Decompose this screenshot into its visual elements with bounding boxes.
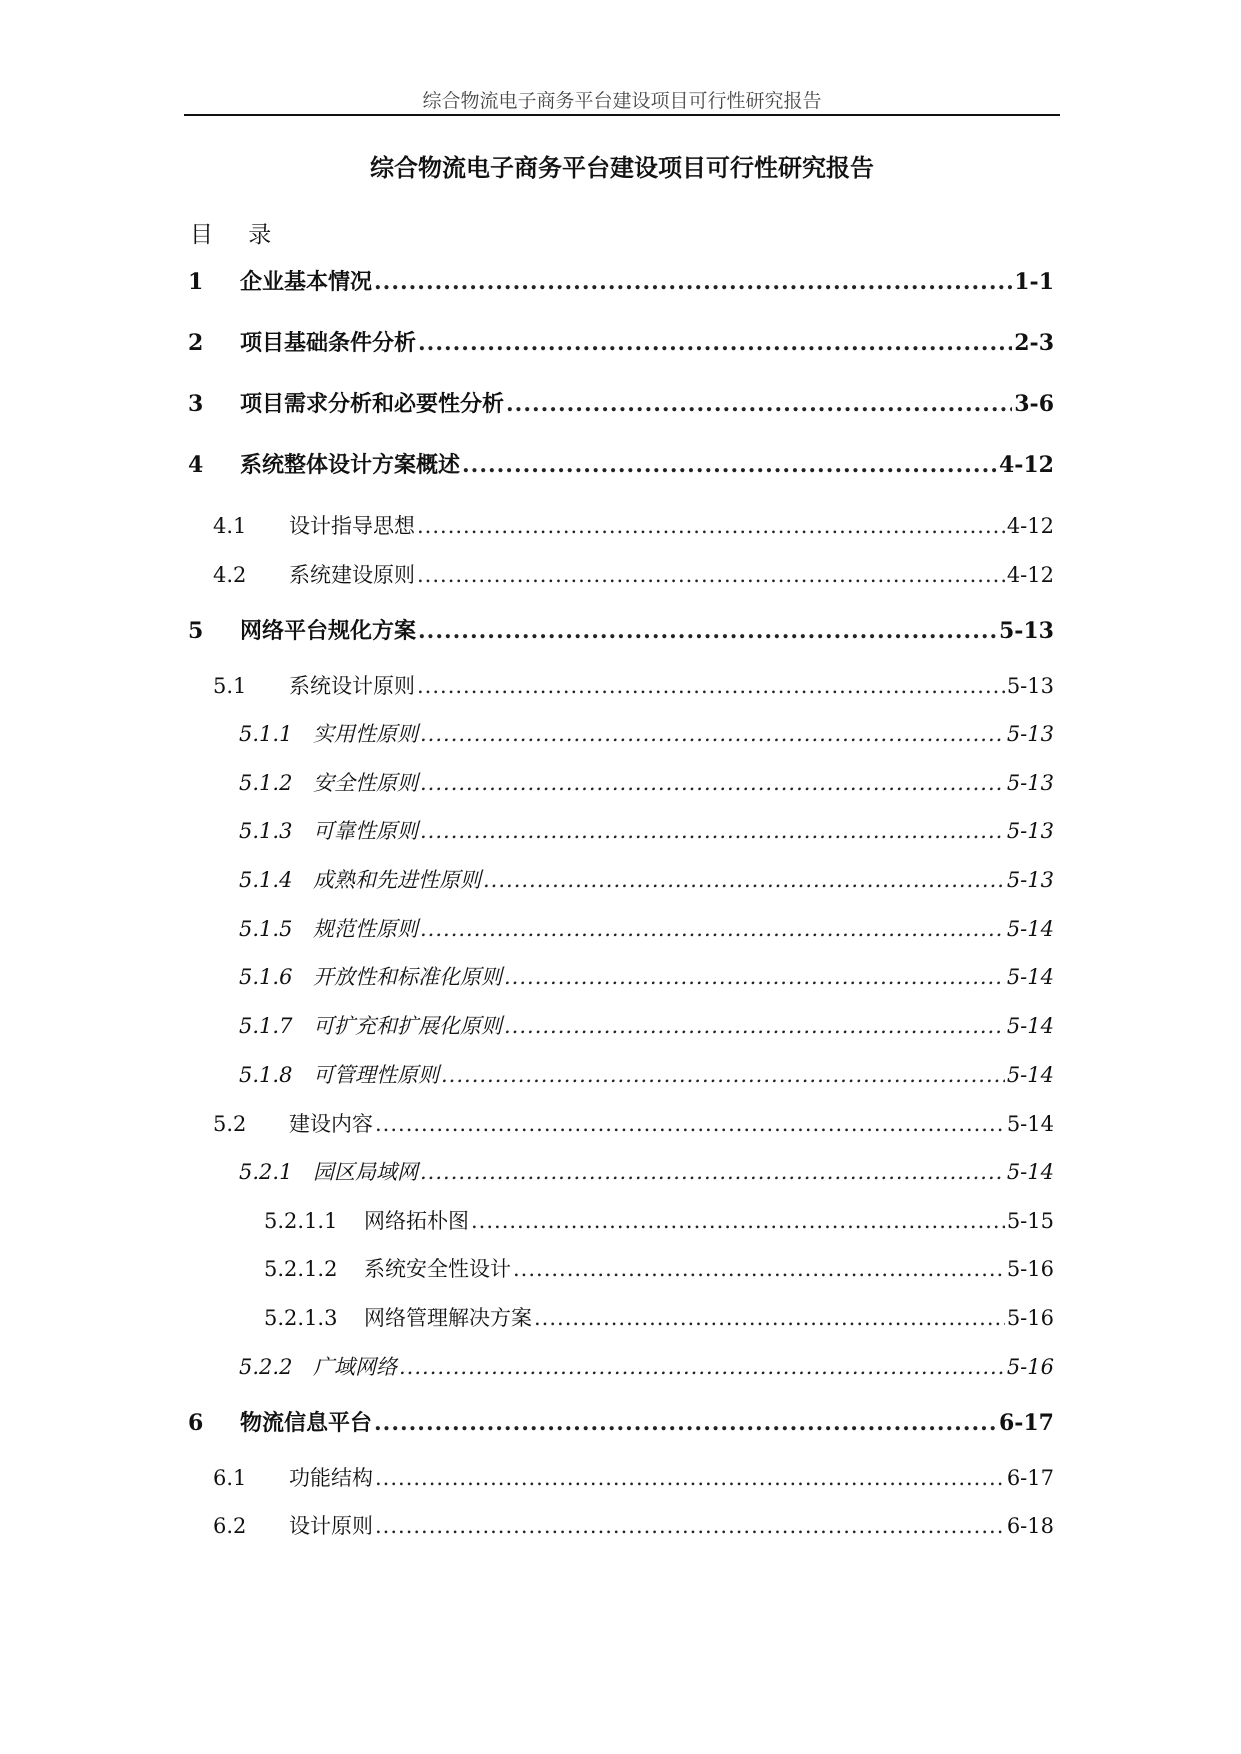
toc-leader-dots [375, 1458, 1005, 1498]
toc-entry[interactable] [188, 506, 1054, 555]
toc-entry[interactable] [188, 445, 1054, 506]
toc-entry[interactable] [188, 1506, 1054, 1555]
toc-entry-title: 可管理性原则 [313, 1062, 439, 1087]
toc-entry-number: 4.1 [213, 514, 247, 538]
toc-entry-title: 可靠性原则 [313, 819, 418, 844]
toc-entry[interactable] [188, 1403, 1054, 1458]
toc-entry[interactable] [188, 957, 1054, 1006]
toc-leader-dots [506, 384, 1012, 424]
toc-entry-title: 功能结构 [289, 1465, 373, 1490]
toc-entry-title: 开放性和标准化原则 [313, 965, 502, 990]
toc-leader-dots [504, 957, 1005, 997]
toc-entry-page: 5-16 [1006, 1306, 1054, 1331]
toc-entry-page: 5-16 [1006, 1354, 1054, 1379]
toc-entry-number: 3 [188, 391, 204, 417]
toc-entry-page: 5-13 [998, 617, 1054, 644]
toc-entry-title: 实用性原则 [313, 722, 418, 746]
toc-entry-page: 5-15 [1006, 1208, 1054, 1233]
toc-entry-title: 可扩充和扩展化原则 [313, 1014, 502, 1039]
toc-leader-dots [420, 909, 1005, 949]
toc-entry-page: 5-13 [1006, 673, 1054, 698]
toc-entry[interactable] [188, 811, 1054, 860]
toc-leader-dots [418, 323, 1012, 363]
toc-entry-title: 设计指导思想 [289, 514, 415, 538]
toc-entry-page: 5-14 [1006, 1111, 1054, 1136]
toc-entry-number: 6 [188, 1409, 204, 1436]
toc-entry[interactable] [188, 1201, 1054, 1250]
toc-leader-dots [417, 666, 1005, 706]
toc-entry-number: 4 [188, 452, 204, 478]
toc-leader-dots [513, 1249, 1005, 1289]
toc-entry-page: 1-1 [1014, 269, 1054, 295]
toc-entry-title: 网络管理解决方案 [364, 1306, 532, 1331]
toc-leader-dots [375, 1104, 1005, 1144]
toc-entry-title: 系统设计原则 [289, 673, 415, 698]
toc-entry-number: 5.2.2 [239, 1354, 293, 1379]
toc-entry-title: 企业基本情况 [240, 269, 373, 295]
toc-leader-dots [420, 811, 1005, 851]
toc-leader-dots [471, 1201, 1005, 1241]
toc-entry-number: 5 [188, 617, 204, 644]
toc-entry-page: 4-12 [1006, 514, 1054, 538]
running-header: 综合物流电子商务平台建设项目可行性研究报告 [422, 90, 822, 112]
toc-entry-title: 网络平台规化方案 [240, 617, 417, 644]
toc-leader-dots [374, 262, 1012, 302]
toc-leader-dots [534, 1298, 1005, 1338]
toc-entry-page: 6-18 [1006, 1514, 1054, 1539]
toc-entry-title: 网络拓朴图 [364, 1208, 469, 1233]
toc-entry-title: 广域网络 [313, 1354, 397, 1379]
toc-entry-number: 5.2.1.1 [264, 1208, 338, 1233]
toc-entry[interactable] [188, 384, 1054, 445]
toc-entry-page: 3-6 [1014, 391, 1054, 417]
toc-entry-title: 系统建设原则 [289, 562, 415, 587]
toc-entry-page: 4-12 [998, 452, 1054, 478]
toc-entry-title: 物流信息平台 [240, 1409, 373, 1436]
toc-entry[interactable] [188, 1298, 1054, 1347]
toc-leader-dots [483, 860, 1005, 900]
toc-entry-number: 6.1 [213, 1465, 247, 1490]
toc-entry-number: 5.1.1 [239, 722, 293, 746]
toc-leader-dots [504, 1006, 1005, 1046]
toc-entry-number: 5.2 [213, 1111, 247, 1136]
toc-entry[interactable] [188, 1347, 1054, 1403]
toc-entry-title: 系统安全性设计 [364, 1257, 511, 1282]
toc-entry-page: 6-17 [998, 1409, 1054, 1436]
toc-entry-page: 5-14 [1006, 1160, 1054, 1184]
toc-entry-title: 规范性原则 [313, 916, 418, 941]
toc-leader-dots [374, 1403, 997, 1443]
toc-leader-dots [420, 714, 1005, 754]
toc-entry-title: 系统整体设计方案概述 [240, 452, 461, 478]
toc-entry[interactable] [188, 860, 1054, 909]
toc-entry-title: 建设内容 [289, 1111, 373, 1136]
toc-entry-page: 5-14 [1006, 965, 1054, 990]
toc-leader-dots [417, 506, 1005, 546]
toc-entry-page: 5-13 [1006, 819, 1054, 844]
toc-entry-number: 5.1.8 [239, 1062, 293, 1087]
toc-entry-number: 2 [188, 330, 204, 356]
toc-heading: 目 录 [190, 222, 286, 248]
toc-entry[interactable] [188, 714, 1054, 763]
header-rule [184, 114, 1060, 116]
toc-entry-number: 5.1 [213, 673, 247, 698]
toc-leader-dots [399, 1347, 1005, 1387]
toc-entry-number: 6.2 [213, 1514, 247, 1539]
toc-leader-dots [417, 555, 1005, 595]
toc-entry-page: 5-14 [1006, 916, 1054, 941]
toc-entry[interactable] [188, 262, 1054, 323]
toc-entry-title: 安全性原则 [313, 770, 418, 795]
toc-entry-number: 5.1.7 [239, 1014, 293, 1039]
toc-entry[interactable] [188, 323, 1054, 384]
table-of-contents [188, 262, 1054, 1555]
toc-leader-dots [441, 1055, 1005, 1095]
toc-entry-number: 5.2.1.2 [264, 1257, 338, 1282]
toc-entry[interactable] [188, 1458, 1054, 1507]
toc-entry[interactable] [188, 555, 1054, 611]
toc-entry[interactable] [188, 763, 1054, 812]
toc-leader-dots [420, 1152, 1005, 1192]
toc-entry[interactable] [188, 1152, 1054, 1201]
toc-leader-dots [375, 1506, 1005, 1546]
toc-entry-page: 5-13 [1006, 770, 1054, 795]
toc-entry-number: 5.1.6 [239, 965, 293, 990]
toc-entry-number: 1 [188, 269, 204, 295]
toc-entry-page: 5-16 [1006, 1257, 1054, 1282]
toc-entry-page: 4-12 [1006, 562, 1054, 587]
toc-entry[interactable] [188, 1006, 1054, 1055]
toc-entry-title: 园区局域网 [313, 1160, 418, 1184]
toc-entry-page: 5-14 [1006, 1062, 1054, 1087]
toc-entry-number: 5.1.2 [239, 770, 293, 795]
toc-entry-page: 2-3 [1014, 330, 1054, 356]
toc-entry[interactable] [188, 1249, 1054, 1298]
toc-entry-page: 5-13 [1006, 722, 1054, 746]
toc-entry-page: 6-17 [1006, 1465, 1054, 1490]
toc-entry[interactable] [188, 1104, 1054, 1153]
toc-leader-dots [420, 763, 1005, 803]
toc-entry[interactable] [188, 909, 1054, 958]
toc-entry-title: 项目需求分析和必要性分析 [240, 391, 505, 417]
toc-entry[interactable] [188, 666, 1054, 715]
toc-entry-number: 4.2 [213, 562, 247, 587]
toc-entry-title: 设计原则 [289, 1514, 373, 1539]
toc-entry-page: 5-13 [1006, 868, 1054, 893]
toc-leader-dots [462, 445, 997, 485]
toc-entry-title: 成熟和先进性原则 [313, 868, 481, 893]
toc-entry-number: 5.1.4 [239, 868, 293, 893]
toc-entry-page: 5-14 [1006, 1014, 1054, 1039]
document-title: 综合物流电子商务平台建设项目可行性研究报告 [370, 153, 874, 182]
toc-entry[interactable] [188, 1055, 1054, 1104]
toc-entry-number: 5.2.1 [239, 1160, 293, 1184]
toc-entry[interactable] [188, 611, 1054, 666]
toc-entry-number: 5.2.1.3 [264, 1306, 338, 1331]
toc-entry-title: 项目基础条件分析 [240, 330, 417, 356]
toc-entry-number: 5.1.5 [239, 916, 293, 941]
toc-leader-dots [418, 611, 997, 651]
toc-entry-number: 5.1.3 [239, 819, 293, 844]
